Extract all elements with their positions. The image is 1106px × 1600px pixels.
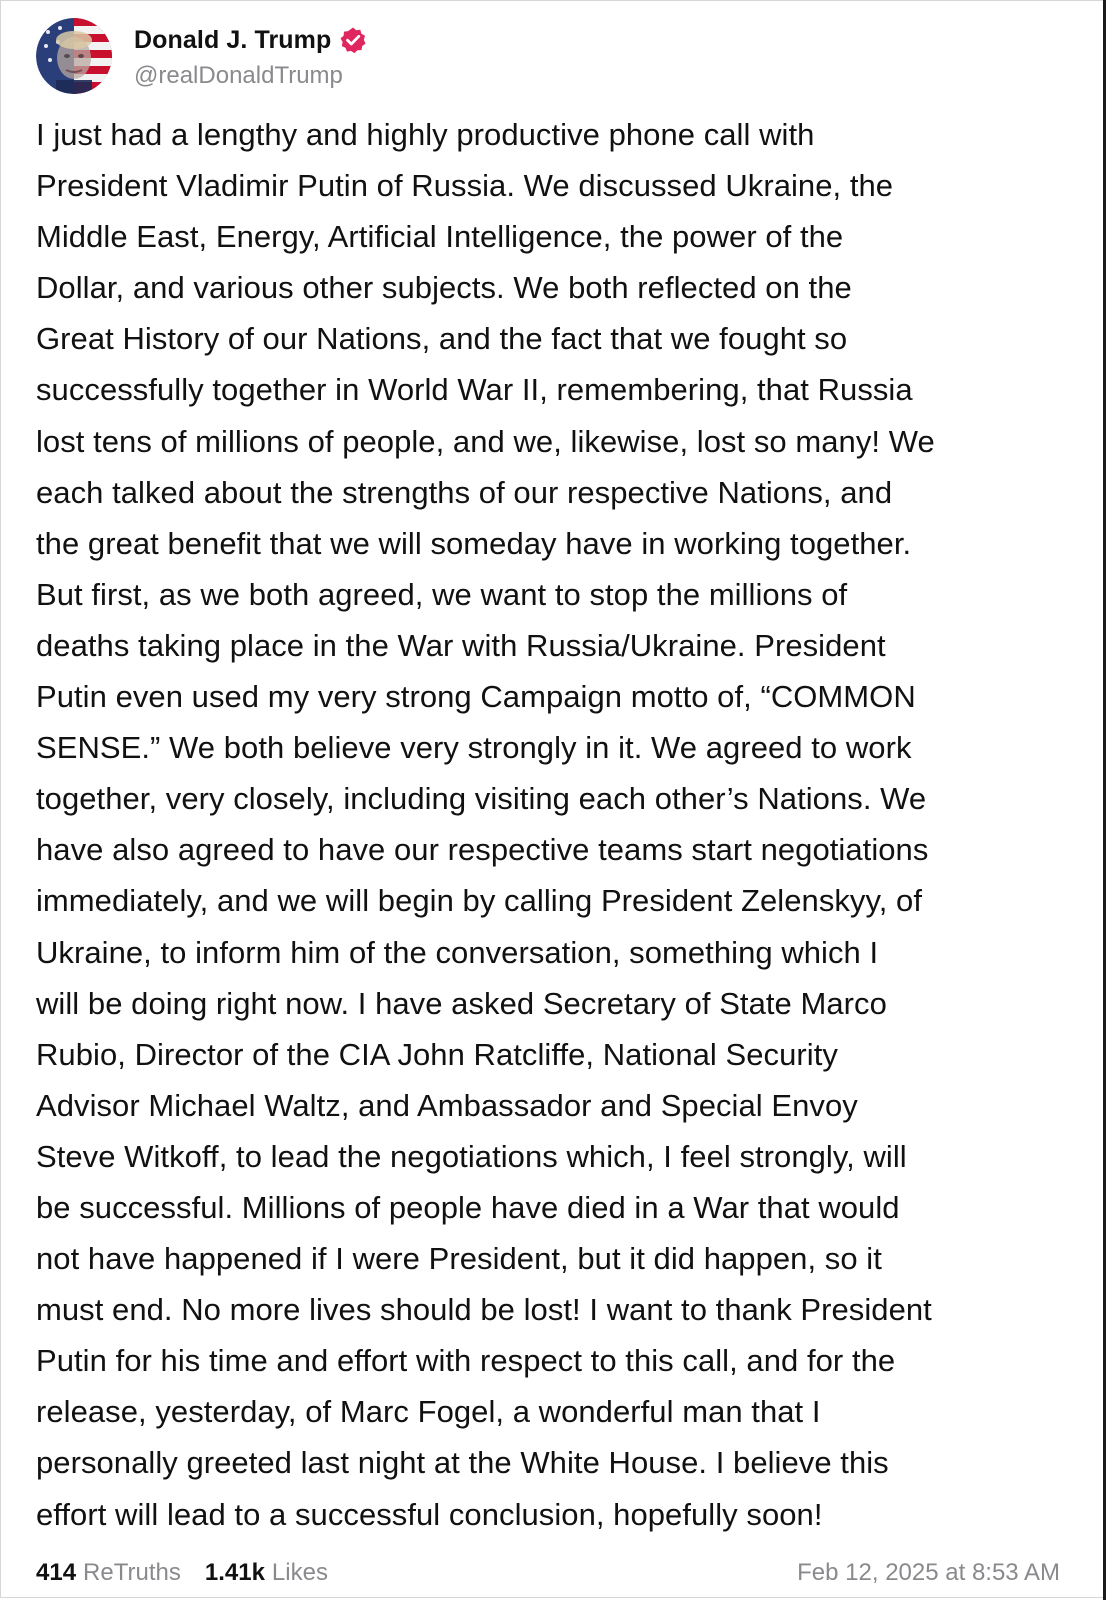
post-footer [36,1556,1060,1590]
post-body-line: effort will lead to a successful conclusion, hopefully soon! [36,1496,823,1532]
post-body-line: immediately, and we will begin by calling President Zelenskyy, of [36,883,923,919]
post-body-line: must end. No more lives should be lost! I want to thank President [36,1292,932,1328]
post-body-line: the great benefit that we will someday have in working together. [36,525,912,561]
post-body-line: Putin for his time and effort with respect to this call, and for the [36,1343,896,1379]
post-body-line: will be doing right now. I have asked Secretary of State Marco [36,985,887,1021]
likes-count: 1.41k [204,1559,265,1586]
post-body-line: SENSE.” We both believe very strongly in it. We agreed to work [36,730,912,766]
post-body-line: I just had a lengthy and highly productive phone call with [36,117,815,152]
post-body-line: have also agreed to have our respective teams start negotiations [36,832,929,868]
author-name-row [134,22,367,58]
post-timestamp[interactable]: Feb 12, 2025 at 8:53 AM [797,1559,1060,1586]
verified-badge-icon [339,26,367,54]
retruths-stat[interactable] [36,1559,181,1587]
avatar[interactable] [36,18,112,94]
post-body-line: together, very closely, including visiting each other’s Nations. We [36,781,927,817]
post-body-line: Dollar, and various other subjects. We both reflected on the [36,270,852,306]
post-body-text [36,109,1098,1540]
post-body-line: not have happened if I were President, but it did happen, so it [36,1241,882,1277]
post-body-line: each talked about the strengths of our respective Nations, and [36,474,893,510]
author-handle[interactable]: @realDonaldTrump [134,62,343,89]
post-body-line: Putin even used my very strong Campaign motto of, “COMMON [36,679,916,715]
post-body-line: deaths taking place in the War with Russia/Ukraine. President [36,627,886,663]
post-header [36,16,367,96]
post-body-line: Great History of our Nations, and the fact that we fought so [36,321,848,357]
likes-label: Likes [271,1559,328,1586]
post-body-line: be successful. Millions of people have died in a War that would [36,1189,900,1225]
retruths-label: ReTruths [83,1559,181,1586]
post-body-line: Rubio, Director of the CIA John Ratcliffe, National Security [36,1036,838,1072]
post-body-line: Advisor Michael Waltz, and Ambassador and Special Envoy [36,1087,858,1123]
post-body-line: But first, as we both agreed, we want to stop the millions of [36,576,848,612]
post-body-line: personally greeted last night at the White House. I believe this [36,1445,889,1481]
author-identity [134,22,367,90]
post-body-line: Middle East, Energy, Artificial Intelligence, the power of the [36,219,844,255]
post-body-line: Steve Witkoff, to lead the negotiations which, I feel strongly, will [36,1138,907,1174]
post-body-line: lost tens of millions of people, and we, likewise, lost so many! We [36,423,935,459]
flag-portrait-avatar-icon [36,18,112,94]
post-body-line: successfully together in World War II, remembering, that Russia [36,372,913,408]
retruths-count: 414 [36,1559,77,1586]
author-display-name[interactable]: Donald J. Trump [134,25,332,54]
post-body-line: Ukraine, to inform him of the conversation, something which I [36,934,879,970]
likes-stat[interactable] [205,1559,328,1587]
post-body-line: President Vladimir Putin of Russia. We discussed Ukraine, the [36,168,894,204]
post-body-line: release, yesterday, of Marc Fogel, a wonderful man that I [36,1394,821,1430]
